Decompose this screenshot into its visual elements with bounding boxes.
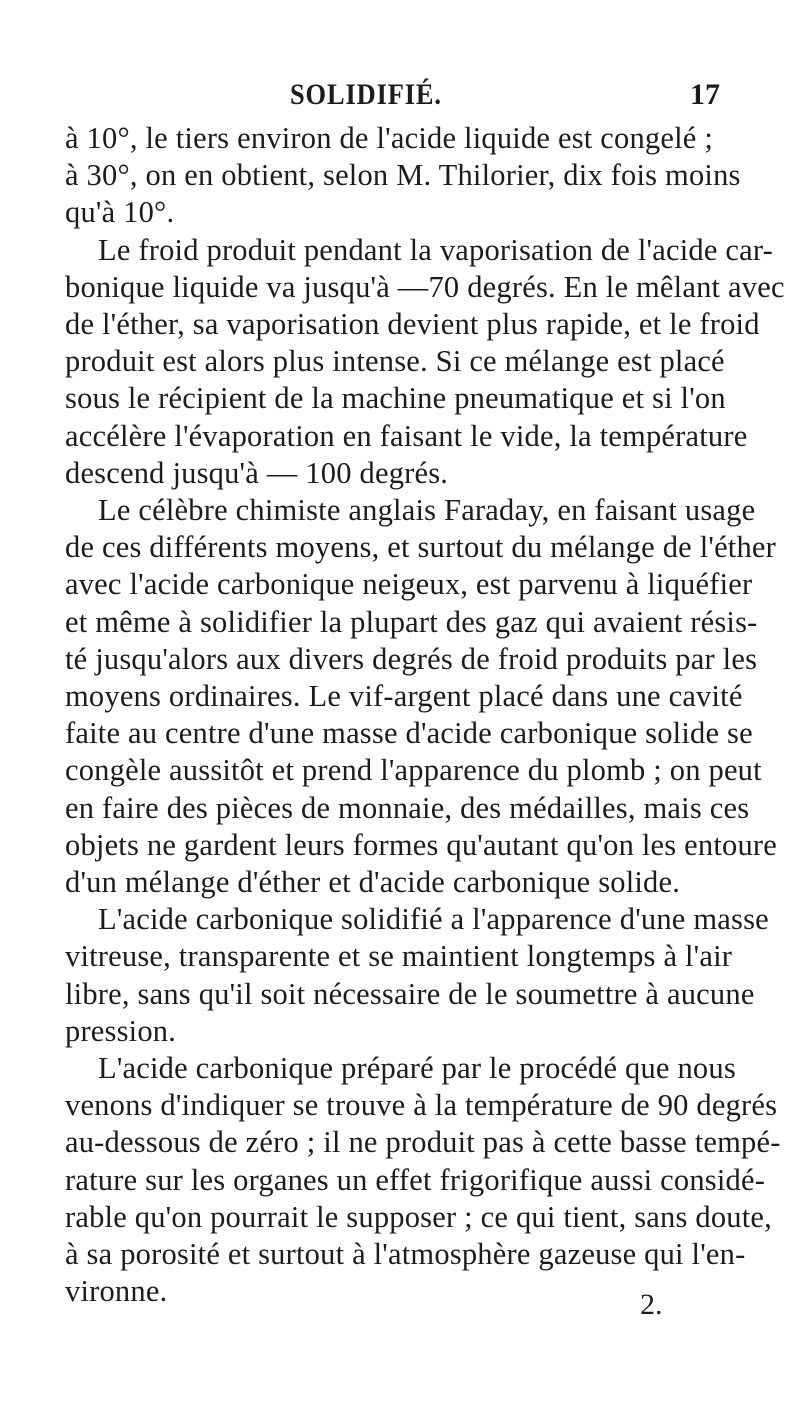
text-line: libre, sans qu'il soit nécessaire de le soumettre à aucune bbox=[65, 976, 755, 1011]
text-line: à 30°, on en obtient, selon M. Thilorier, dix fois moins bbox=[65, 158, 741, 193]
text-line: à sa porosité et surtout à l'atmosphère gazeuse qui l'en- bbox=[65, 1237, 746, 1271]
text-line: sous le récipient de la machine pneumatique et si l'on bbox=[65, 381, 726, 416]
text-line: d'un mélange d'éther et d'acide carbonique solide. bbox=[65, 865, 681, 899]
text-line: L'acide carbonique préparé par le procédé que nous bbox=[98, 1051, 736, 1085]
text-line: vitreuse, transparente et se maintient longtemps à l'air bbox=[65, 939, 733, 974]
text-line: té jusqu'alors aux divers degrés de froid produits par les bbox=[65, 641, 758, 676]
text-line: congèle aussitôt et prend l'apparence du plomb ; on peut bbox=[65, 753, 762, 788]
text-line: produit est alors plus intense. Si ce mélange est placé bbox=[65, 344, 725, 379]
page-number: 17 bbox=[690, 78, 720, 111]
text-line: à 10°, le tiers environ de l'acide liquide est congelé ; bbox=[65, 121, 713, 155]
text-line: en faire des pièces de monnaie, des médailles, mais ces bbox=[65, 790, 750, 825]
signature-mark: 2. bbox=[640, 1288, 663, 1321]
text-line: bonique liquide va jusqu'à —70 degrés. En le mêlant avec bbox=[65, 269, 785, 304]
text-line: rature sur les organes un effet frigorifique aussi considé- bbox=[65, 1162, 766, 1197]
text-line: descend jusqu'à — 100 degrés. bbox=[65, 455, 449, 490]
text-line: accélère l'évaporation en faisant le vide, la température bbox=[65, 418, 748, 453]
text-line: Le célèbre chimiste anglais Faraday, en faisant usage bbox=[98, 493, 756, 527]
text-line: vironne. bbox=[65, 1274, 168, 1309]
text-line: et même à solidifier la plupart des gaz qui avaient résis- bbox=[65, 604, 758, 639]
text-line: de l'éther, sa vaporisation devient plus rapide, et le froid bbox=[65, 307, 760, 341]
text-line: au-dessous de zéro ; il ne produit pas à cette basse tempé- bbox=[65, 1125, 781, 1160]
text-line: Le froid produit pendant la vaporisation de l'acide car- bbox=[98, 232, 773, 267]
page-header bbox=[110, 78, 720, 118]
text-line: rable qu'on pourrait le supposer ; ce qui tient, sans doute, bbox=[65, 1199, 772, 1234]
text-line: L'acide carbonique solidifié a l'apparence d'une masse bbox=[98, 902, 769, 937]
text-line: qu'à 10°. bbox=[65, 195, 175, 230]
text-line: objets ne gardent leurs formes qu'autant qu'on les entoure bbox=[65, 827, 778, 862]
running-title: SOLIDIFIÉ. bbox=[290, 78, 442, 111]
text-line: faite au centre d'une masse d'acide carbonique solide se bbox=[65, 716, 753, 751]
text-line: avec l'acide carbonique neigeux, est parvenu à liquéfier bbox=[65, 567, 753, 602]
text-line: venons d'indiquer se trouve à la température de 90 degrés bbox=[65, 1088, 778, 1123]
text-line: moyens ordinaires. Le vif-argent placé dans une cavité bbox=[65, 679, 743, 713]
text-line: de ces différents moyens, et surtout du mélange de l'éther bbox=[65, 530, 777, 565]
text-line: pression. bbox=[65, 1013, 177, 1048]
